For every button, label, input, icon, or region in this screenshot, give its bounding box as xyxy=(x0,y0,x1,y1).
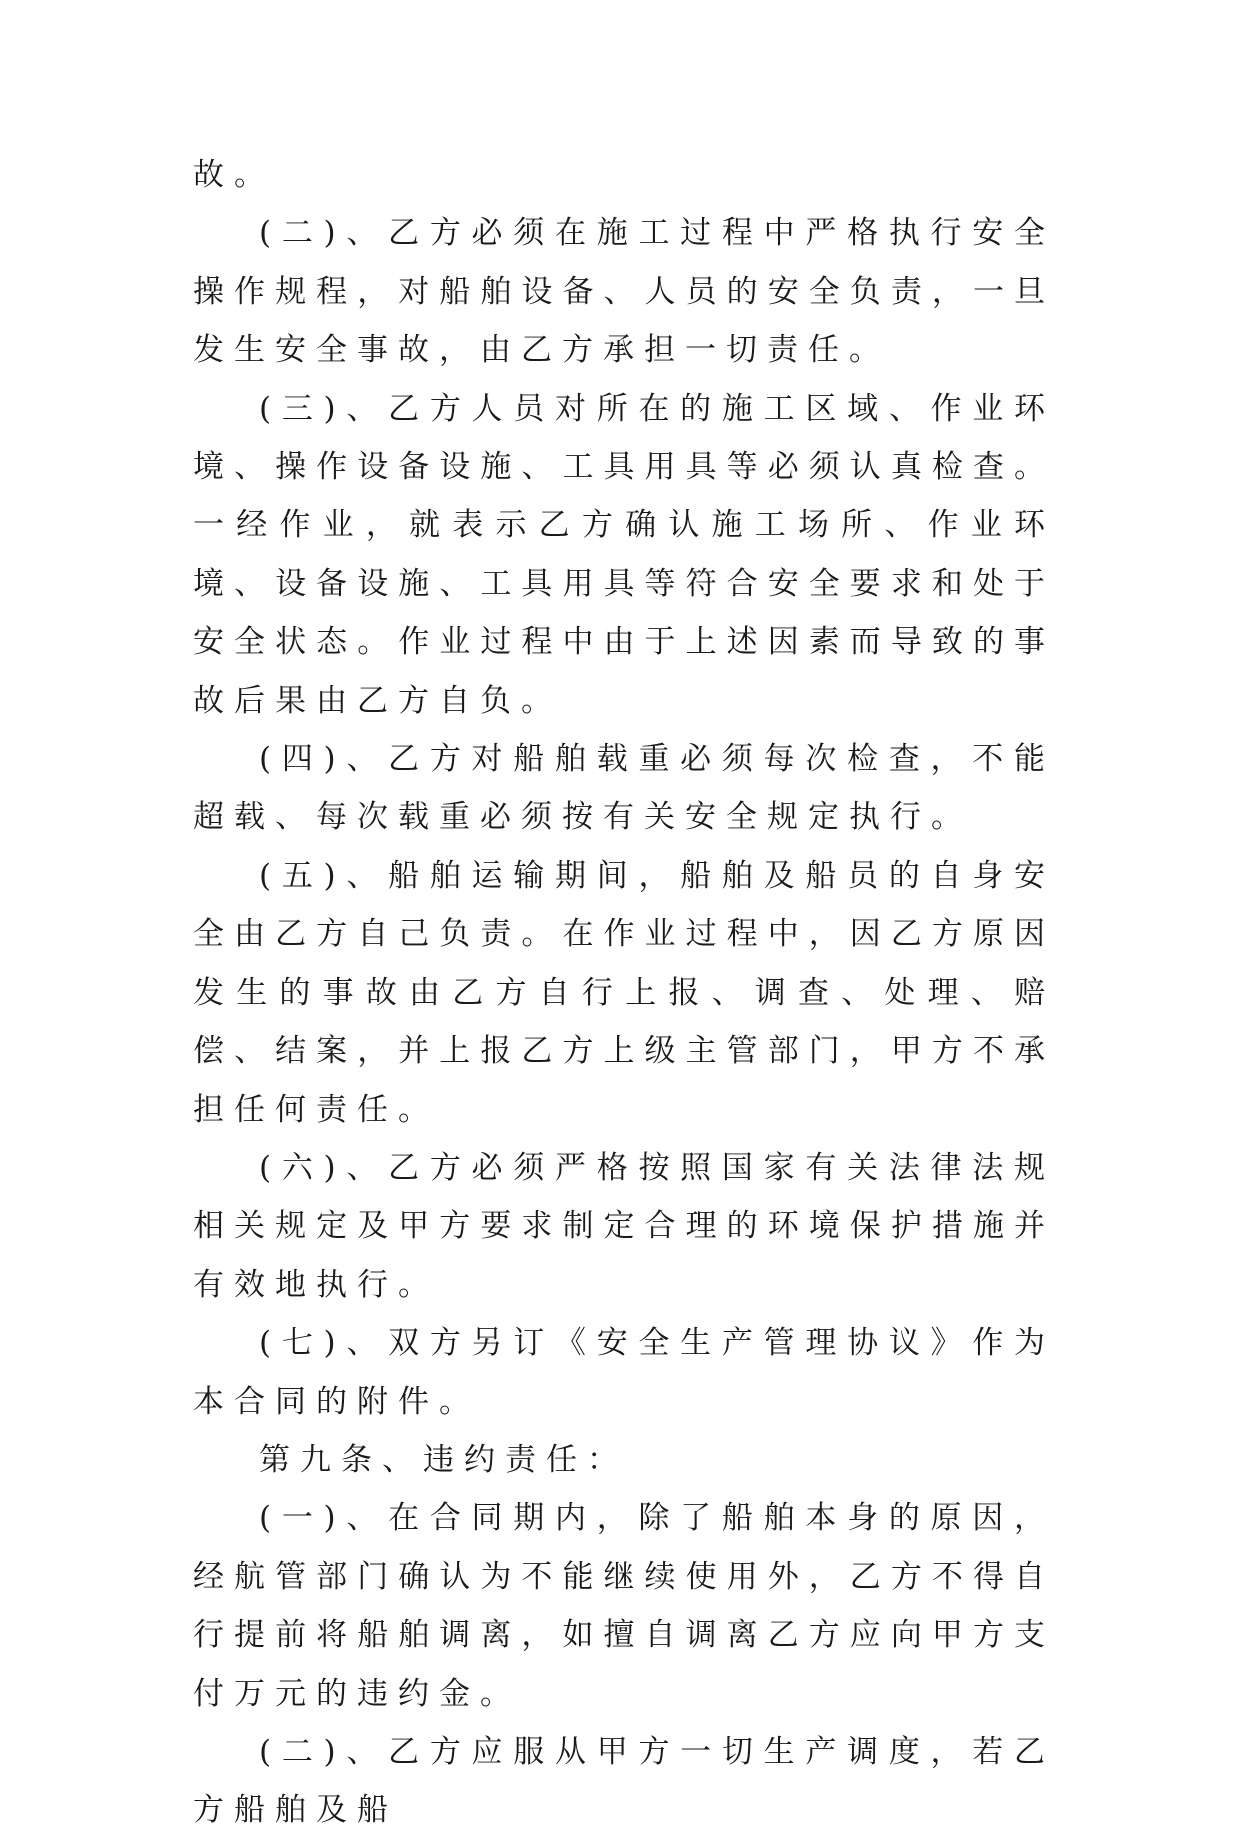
paragraph-clause-2: (二)、乙方必须在施工过程中严格执行安全操作规程，对船舶设备、人员的安全负责，一旦发生安全事故，由乙方承担一切责任。 xyxy=(193,215,1055,369)
paragraph-clause-3: (三)、乙方人员对所在的施工区域、作业环境、操作设备设施、工具用具等必须认真检查。一经作业，就表示乙方确认施工场所、作业环境、设备设施、工具用具等符合安全要求和处于安全状态。作业过程中由于上述因素而导致的事故后果由乙方自负。 xyxy=(193,390,1055,719)
paragraph-article-9-clause-2: (二)、乙方应服从甲方一切生产调度，若乙方船舶及船 xyxy=(193,1733,1055,1829)
document-body xyxy=(193,146,1055,1840)
article-9-heading: 第九条、违约责任： xyxy=(259,1441,628,1478)
paragraph-article-9-clause-1: (一)、在合同期内，除了船舶本身的原因，经航管部门确认为不能继续使用外，乙方不得自行提前将船舶调离，如擅自调离乙方应向甲方支付万元的违约金。 xyxy=(193,1500,1055,1712)
paragraph-continuation: 故。 xyxy=(193,157,275,193)
paragraph-clause-4: (四)、乙方对船舶载重必须每次检查，不能超载、每次载重必须按有关安全规定执行。 xyxy=(193,741,1055,836)
paragraph-clause-5: (五)、船舶运输期间，船舶及船员的自身安全由乙方自己负责。在作业过程中，因乙方原因发生的事故由乙方自行上报、调查、处理、赔偿、结案，并上报乙方上级主管部门，甲方不承担任何责任。 xyxy=(193,857,1055,1128)
paragraph-clause-7: (七)、双方另订《安全生产管理协议》作为本合同的附件。 xyxy=(193,1325,1055,1420)
paragraph-clause-6: (六)、乙方必须严格按照国家有关法律法规相关规定及甲方要求制定合理的环境保护措施并有效地执行。 xyxy=(193,1149,1055,1303)
